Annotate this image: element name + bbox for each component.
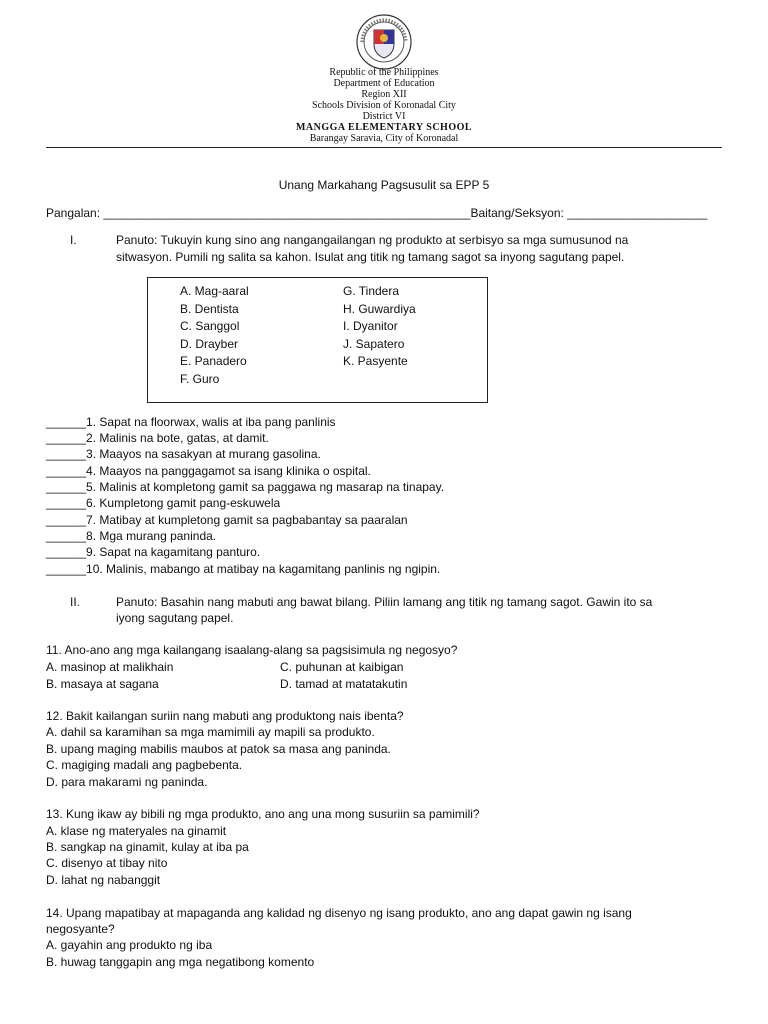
question-11: 11. Ano-ano ang mga kailangang isaalang-alang sa pagsisimula ng negosyo? <box>46 643 458 657</box>
option-b: B. masaya at sagana <box>46 677 159 691</box>
question-item: ______2. Malinis na bote, gatas, at damit. <box>46 431 269 445</box>
exam-title: Unang Markahang Pagsusulit sa EPP 5 <box>278 178 490 192</box>
choice-item: B. Dentista <box>180 302 239 316</box>
option-b: B. upang maging mabilis maubos at patok sa masa ang paninda. <box>46 742 391 756</box>
option-b: B. sangkap na ginamit, kulay at iba pa <box>46 840 249 854</box>
choice-item: J. Sapatero <box>343 337 405 351</box>
option-a: A. gayahin ang produkto ng iba <box>46 938 213 952</box>
part1-numeral: I. <box>70 233 77 247</box>
part1-instruction: Panuto: Tukuyin kung sino ang nangangailangan ng produkto at serbisyo sa mga sumusunod na <box>116 233 629 247</box>
header-divider <box>46 147 722 148</box>
question-item: ______6. Kumpletong gamit pang-eskuwela <box>46 496 281 510</box>
question-item: ______4. Maayos na panggagamot sa isang klinika o ospital. <box>46 464 371 478</box>
choice-item: A. Mag-aaral <box>180 284 249 298</box>
option-b: B. huwag tanggapin ang mga negatibong komento <box>46 955 315 969</box>
choice-item: I. Dyanitor <box>343 319 398 333</box>
school-address: Barangay Saravia, City of Koronadal <box>309 133 459 144</box>
school-name: MANGGA ELEMENTARY SCHOOL <box>295 122 473 133</box>
part2-instruction: iyong sagutang papel. <box>116 611 234 625</box>
option-a: A. masinop at malikhain <box>46 660 174 674</box>
question-item: ______10. Malinis, mabango at matibay na kagamitang panlinis ng ngipin. <box>46 562 441 576</box>
choice-item: D. Drayber <box>180 337 239 351</box>
choice-item: G. Tindera <box>343 284 400 298</box>
part2-numeral: II. <box>70 595 81 609</box>
option-d: D. tamad at matatakutin <box>280 677 408 691</box>
option-d: D. para makarami ng paninda. <box>46 775 208 789</box>
option-a: A. klase ng materyales na ginamit <box>46 824 227 838</box>
header-line: Department of Education <box>333 78 435 89</box>
option-d: D. lahat ng nabanggit <box>46 873 161 887</box>
question-item: ______9. Sapat na kagamitang panturo. <box>46 545 261 559</box>
question-14-cont: negosyante? <box>46 922 115 936</box>
option-c: C. disenyo at tibay nito <box>46 856 168 870</box>
question-item: ______8. Mga murang paninda. <box>46 529 217 543</box>
question-14: 14. Upang mapatibay at mapaganda ang kalidad ng disenyo ng isang produkto, ano ang dapat gawin ng isang <box>46 906 632 920</box>
part1-instruction: sitwasyon. Pumili ng salita sa kahon. Isulat ang titik ng tamang sagot sa inyong sagutang papel. <box>116 250 625 264</box>
question-item: ______3. Maayos na sasakyan at murang gasolina. <box>46 447 321 461</box>
question-item: ______1. Sapat na floorwax, walis at iba pang panlinis <box>46 415 336 429</box>
choice-item: E. Panadero <box>180 354 247 368</box>
option-c: C. puhunan at kaibigan <box>280 660 404 674</box>
option-c: C. magiging madali ang pagbebenta. <box>46 758 243 772</box>
question-12: 12. Bakit kailangan suriin nang mabuti ang produktong nais ibenta? <box>46 709 404 723</box>
choice-item: H. Guwardiya <box>343 302 416 316</box>
choice-item: C. Sanggol <box>180 319 240 333</box>
question-13: 13. Kung ikaw ay bibili ng mga produkto, ano ang una mong susuriin sa pamimili? <box>46 807 480 821</box>
choice-item: K. Pasyente <box>343 354 408 368</box>
header-line: Republic of the Philippines <box>329 67 439 78</box>
header-line: Region XII <box>361 89 407 100</box>
header-line: Schools Division of Koronadal City <box>312 100 456 111</box>
question-item: ______7. Matibay at kumpletong gamit sa pagbabantay sa paaralan <box>46 513 408 527</box>
choice-item: F. Guro <box>180 372 220 386</box>
part2-instruction: Panuto: Basahin nang mabuti ang bawat bilang. Piliin lamang ang titik ng tamang sagot. Gawin ito sa <box>116 595 653 609</box>
header-line: District VI <box>362 111 406 122</box>
option-a: A. dahil sa karamihan sa mga mamimili ay mapili sa produkto. <box>46 725 375 739</box>
deped-seal-icon <box>356 14 412 70</box>
name-field: Pangalan: _______________________________________________________Baitang/Seksyon: _____________________ <box>46 206 708 220</box>
question-item: ______5. Malinis at kompletong gamit sa paggawa ng masarap na tinapay. <box>46 480 445 494</box>
